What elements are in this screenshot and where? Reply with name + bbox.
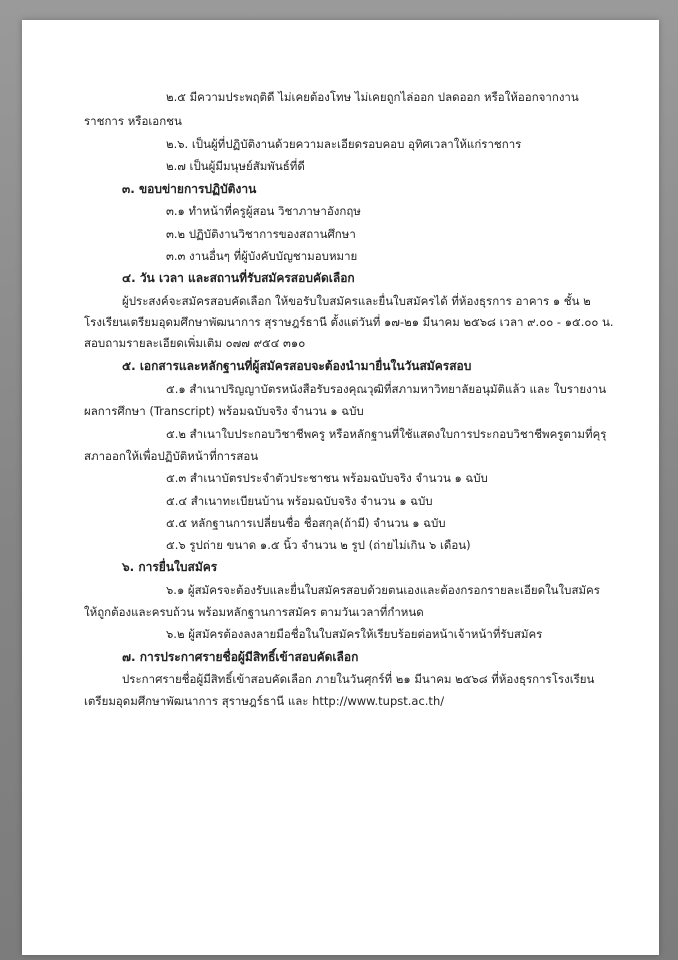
section-5-heading: ๕. เอกสารและหลักฐานที่ผู้สมัครสอบจะต้องนำมายื่นในวันสมัครสอบ [122, 359, 472, 373]
item-6-1-line-1: ๖.๑ ผู้สมัครจะต้องรับและยื่นใบสมัครสอบด้วยตนเองและต้องกรอกรายละเอียดในใบสมัคร [166, 583, 600, 597]
item-2-7: ๒.๗ เป็นผู้มีมนุษย์สัมพันธ์ที่ดี [166, 159, 305, 173]
section-4-paragraph-line-2: โรงเรียนเตรียมอุดมศึกษาพัฒนาการ สุราษฎร์ธานี ตั้งแต่วันที่ ๑๗-๒๑ มีนาคม ๒๕๖๘ เวลา ๙.๐๐ - ๑๕.๐๐ น. [84, 315, 614, 329]
item-2-6: ๒.๖. เป็นผู้ที่ปฏิบัติงานด้วยความละเอียดรอบคอบ อุทิศเวลาให้แก่ราชการ [166, 137, 522, 151]
item-5-1-line-2: ผลการศึกษา (Transcript) พร้อมฉบับจริง จำนวน ๑ ฉบับ [84, 404, 364, 418]
section-6-heading: ๖. การยื่นใบสมัคร [122, 560, 218, 574]
section-7-paragraph-line-2: เตรียมอุดมศึกษาพัฒนาการ สุราษฎร์ธานี และ http://www.tupst.ac.th/ [84, 694, 445, 708]
item-2-5-line-1: ๒.๕ มีความประพฤติดี ไม่เคยต้องโทษ ไม่เคยถูกไล่ออก ปลดออก หรือให้ออกจากงาน [166, 90, 579, 104]
item-6-2: ๖.๒ ผู้สมัครต้องลงลายมือชื่อในใบสมัครให้เรียบร้อยต่อหน้าเจ้าหน้าที่รับสมัคร [166, 627, 543, 641]
item-3-2: ๓.๒ ปฏิบัติงานวิชาการของสถานศึกษา [166, 227, 356, 241]
item-3-1: ๓.๑ ทำหน้าที่ครูผู้สอน วิชาภาษาอังกฤษ [166, 204, 361, 218]
item-3-3: ๓.๓ งานอื่นๆ ที่ผู้บังคับบัญชามอบหมาย [166, 249, 358, 263]
section-4-paragraph-line-3: สอบถามรายละเอียดเพิ่มเติม ๐๗๗ ๙๕๔ ๓๑๐ [84, 336, 306, 350]
section-4-paragraph-line-1: ผู้ประสงค์จะสมัครสอบคัดเลือก ให้ขอรับใบสมัครและยื่นใบสมัครได้ ที่ห้องธุรการ อาคาร ๑ ชั้น ๒ [122, 294, 591, 308]
item-5-5: ๕.๕ หลักฐานการเปลี่ยนชื่อ ชื่อสกุล(ถ้ามี) จำนวน ๑ ฉบับ [166, 516, 446, 530]
section-7-heading: ๗. การประกาศรายชื่อผู้มีสิทธิ์เข้าสอบคัดเลือก [122, 650, 359, 664]
item-5-1-line-1: ๕.๑ สำเนาปริญญาบัตรหนังสือรับรองคุณวุฒิที่สภามหาวิทยาลัยอนุมัติแล้ว และ ใบรายงาน [166, 382, 607, 396]
item-5-6: ๕.๖ รูปถ่าย ขนาด ๑.๕ นิ้ว จำนวน ๒ รูป (ถ่ายไม่เกิน ๖ เดือน) [166, 538, 471, 552]
item-5-4: ๕.๔ สำเนาทะเบียนบ้าน พร้อมฉบับจริง จำนวน ๑ ฉบับ [166, 494, 433, 508]
item-2-5-line-2: ราชการ หรือเอกชน [84, 114, 182, 128]
document-body [22, 20, 659, 955]
item-6-1-line-2: ให้ถูกต้องและครบถ้วน พร้อมหลักฐานการสมัคร ตามวันเวลาที่กำหนด [84, 605, 424, 619]
section-3-heading: ๓. ขอบข่ายการปฏิบัติงาน [122, 182, 257, 196]
item-5-2-line-2: สภาออกให้เพื่อปฏิบัติหน้าที่การสอน [84, 449, 259, 463]
section-4-heading: ๔. วัน เวลา และสถานที่รับสมัครสอบคัดเลือก [122, 271, 355, 285]
document-page [22, 20, 659, 955]
section-7-paragraph-line-1: ประกาศรายชื่อผู้มีสิทธิ์เข้าสอบคัดเลือก ภายในวันศุกร์ที่ ๒๑ มีนาคม ๒๕๖๘ ที่ห้องธุรการโรงเรียน [122, 672, 595, 686]
item-5-3: ๕.๓ สำเนาบัตรประจำตัวประชาชน พร้อมฉบับจริง จำนวน ๑ ฉบับ [166, 471, 488, 485]
item-5-2-line-1: ๕.๒ สำเนาใบประกอบวิชาชีพครู หรือหลักฐานที่ใช้แสดงใบการประกอบวิชาชีพครูตามที่คุรุ [166, 427, 607, 441]
